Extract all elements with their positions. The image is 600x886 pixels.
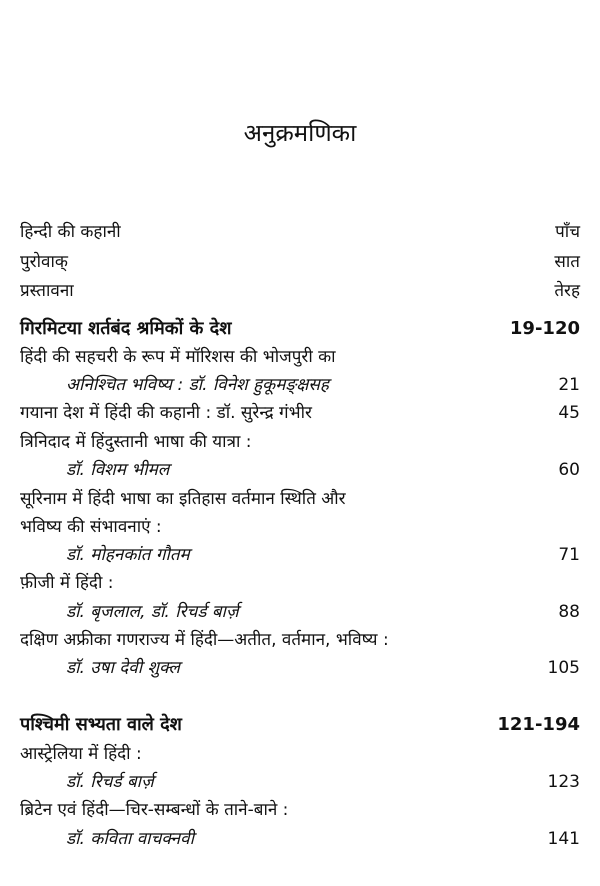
section-heading xyxy=(20,314,580,344)
entry-title: सूरिनाम में हिंदी भाषा का इतिहास वर्तमान स्थिति और xyxy=(20,489,346,509)
entry-page: 141 xyxy=(547,829,580,849)
toc-entry xyxy=(20,247,580,277)
toc-entry xyxy=(20,217,580,247)
toc-entry xyxy=(20,342,580,372)
toc-entry xyxy=(20,653,580,683)
entry-author: डॉ. मोहनकांत गौतम xyxy=(66,545,190,565)
entry-title: पुरोवाक् xyxy=(20,252,68,272)
entry-page: 45 xyxy=(558,403,580,423)
toc-entry xyxy=(20,427,580,457)
entry-author: अनिश्चित भविष्य : डॉ. विनेश हुकूमङ्क्षसह xyxy=(66,375,329,395)
entry-title: फ़ीजी में हिंदी : xyxy=(20,573,114,593)
entry-title: ब्रिटेन एवं हिंदी—चिर-सम्बन्धों के ताने-बाने : xyxy=(20,800,289,820)
toc-entry xyxy=(20,795,580,825)
entry-title: भविष्य की संभावनाएं : xyxy=(20,517,162,537)
toc-entry xyxy=(20,398,580,428)
toc-entry xyxy=(20,512,580,542)
entry-page: 60 xyxy=(558,460,580,480)
entry-title: त्रिनिदाद में हिंदुस्तानी भाषा की यात्रा : xyxy=(20,432,252,452)
entry-page: 71 xyxy=(558,545,580,565)
entry-page: पाँच xyxy=(555,222,580,242)
toc-entry xyxy=(20,484,580,514)
entry-title: आस्ट्रेलिया में हिंदी : xyxy=(20,744,142,764)
entry-page: 105 xyxy=(547,658,580,678)
toc-entry xyxy=(20,767,580,797)
toc-entry xyxy=(20,625,580,655)
entry-author: डॉ. उषा देवी शुक्ल xyxy=(66,658,180,678)
toc-entry xyxy=(20,276,580,306)
entry-title: गयाना देश में हिंदी की कहानी : डॉ. सुरेन्द्र गंभीर xyxy=(20,403,312,423)
entry-title: प्रस्तावना xyxy=(20,281,74,301)
section-title: गिरमिटया शर्तबंद श्रमिकों के देश xyxy=(20,318,232,339)
entry-title: हिंदी की सहचरी के रूप में मॉरिशस की भोजपुरी का xyxy=(20,347,336,367)
entry-author: डॉ. बृजलाल, डॉ. रिचर्ड बार्ज़ xyxy=(66,602,239,622)
entry-page: तेरह xyxy=(554,281,580,301)
entry-title: दक्षिण अफ्रीका गणराज्य में हिंदी—अतीत, वर्तमान, भविष्य : xyxy=(20,630,389,650)
section-heading xyxy=(20,710,580,740)
toc-entry xyxy=(20,568,580,598)
toc-entry xyxy=(20,370,580,400)
section-page-range: 121-194 xyxy=(497,714,580,735)
entry-page: 21 xyxy=(558,375,580,395)
section-page-range: 19-120 xyxy=(509,318,580,339)
entry-author: डॉ. कविता वाचक्नवी xyxy=(66,829,194,849)
toc-entry xyxy=(20,739,580,769)
page-title: अनुक्रमणिका xyxy=(243,119,357,147)
section-title: पश्चिमी सभ्यता वाले देश xyxy=(20,714,182,735)
entry-page: 123 xyxy=(547,772,580,792)
toc-entry xyxy=(20,824,580,854)
entry-page: सात xyxy=(554,252,580,272)
entry-title: हिन्दी की कहानी xyxy=(20,222,121,242)
toc-entry xyxy=(20,597,580,627)
entry-author: डॉ. विशम भीमल xyxy=(66,460,170,480)
entry-author: डॉ. रिचर्ड बार्ज़ xyxy=(66,772,154,792)
toc-entry xyxy=(20,540,580,570)
toc-entry xyxy=(20,455,580,485)
entry-page: 88 xyxy=(558,602,580,622)
